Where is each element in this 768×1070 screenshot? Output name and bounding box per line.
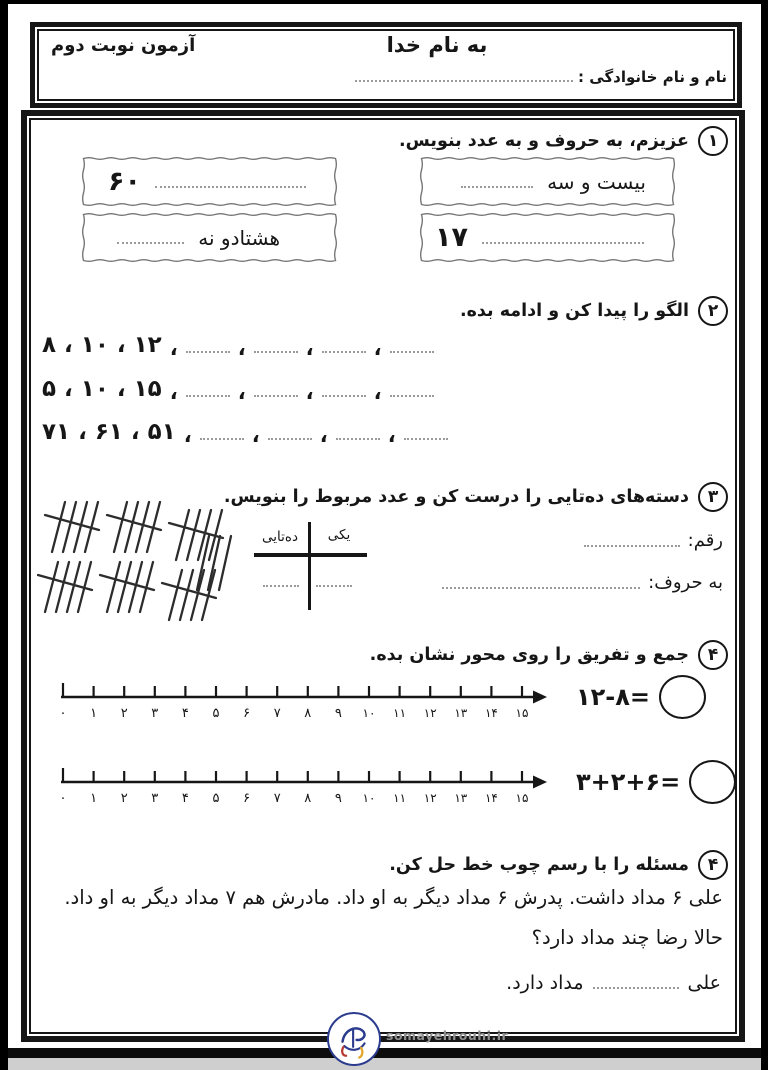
- exam-title: آزمون نوبت دوم: [51, 35, 196, 56]
- number-in-words: هشتادو نه: [198, 225, 280, 250]
- sequence-answer-blank[interactable]: [322, 351, 366, 353]
- sequence-comma: ،: [169, 336, 178, 360]
- sequence-answer-blank[interactable]: [268, 438, 312, 440]
- svg-text:۱۱: ۱۱: [393, 791, 407, 805]
- number-line: [51, 761, 567, 811]
- answer-prefix: علی: [687, 972, 721, 994]
- svg-text:۶: ۶: [243, 791, 251, 806]
- number-line-problem: [51, 761, 736, 811]
- sequence-comma: ،: [251, 423, 260, 447]
- sequence-answer-blank[interactable]: [254, 351, 298, 353]
- sequence-comma: ،: [169, 380, 178, 404]
- words-answer-blank[interactable]: [442, 587, 640, 589]
- svg-text:۴: ۴: [181, 791, 189, 806]
- logo-calligraphy: [332, 1017, 376, 1061]
- question-4-header: [370, 640, 728, 670]
- sequence-comma: ،: [305, 380, 314, 404]
- svg-text:۲: ۲: [120, 791, 128, 806]
- site-logo: [327, 1012, 381, 1066]
- svg-text:۱۵: ۱۵: [515, 706, 529, 720]
- sequence-answer-blank[interactable]: [254, 395, 298, 397]
- digit-answer-row: [435, 530, 723, 551]
- tens-answer-blank[interactable]: [263, 585, 299, 587]
- chart-vertical-line: [308, 522, 311, 610]
- answer-blank[interactable]: [117, 242, 184, 244]
- svg-text:۵: ۵: [212, 791, 220, 806]
- question-5-title: مسئله را با رسم چوب خط حل کن.: [389, 855, 689, 875]
- name-field-label: نام و نام خانوادگی :: [578, 68, 727, 86]
- answer-sentence: [506, 972, 721, 994]
- word-problem-text: علی ۶ مداد داشت. پدرش ۶ مداد دیگر به او داد. مادرش هم ۷ مداد دیگر به او داد. حالا رضا چند مداد دارد؟: [64, 886, 723, 949]
- answer-box-number-to-words: [81, 156, 338, 207]
- question-number-badge: ۲: [698, 296, 728, 326]
- q3-answer-area: [435, 530, 723, 614]
- name-field-blank[interactable]: [355, 80, 573, 82]
- svg-text:۶: ۶: [243, 706, 251, 721]
- pattern-given-numbers: ۷۱ ، ۶۱ ، ۵۱: [42, 419, 176, 445]
- svg-text:۸: ۸: [304, 791, 312, 806]
- answer-box-number-to-words: [419, 212, 676, 263]
- svg-text:۱۳: ۱۳: [454, 706, 468, 720]
- svg-text:۹: ۹: [334, 706, 342, 721]
- sequence-comma: ،: [319, 423, 328, 447]
- sequence-answer-blank[interactable]: [200, 438, 244, 440]
- svg-text:۱۱: ۱۱: [393, 706, 407, 720]
- question-4-title: جمع و تفریق را روی محور نشان بده.: [369, 645, 689, 665]
- question-number-badge: ۴: [698, 850, 728, 880]
- question-2-title: الگو را پیدا کن و ادامه بده.: [459, 301, 689, 321]
- question-3-title: دسته‌های ده‌تایی را درست کن و عدد مربوط را بنویس.: [223, 487, 689, 507]
- sequence-comma: ،: [237, 380, 246, 404]
- svg-text:۷: ۷: [273, 706, 281, 721]
- question-2-header: [460, 296, 728, 326]
- tens-column-label: ده‌تایی: [262, 529, 298, 545]
- sequence-answer-blank[interactable]: [390, 395, 434, 397]
- svg-text:۱۴: ۱۴: [484, 706, 498, 720]
- sequence-answer-blank[interactable]: [322, 395, 366, 397]
- bismillah-text: به نام خدا: [386, 33, 488, 57]
- number-figure: ۶۰: [108, 166, 141, 197]
- site-url: somayehrouhi.ir: [386, 1028, 509, 1043]
- question-number-badge: ۱: [698, 126, 728, 156]
- answer-blank[interactable]: [593, 987, 679, 989]
- chart-horizontal-line: [254, 553, 367, 557]
- pattern-given-numbers: ۸ ، ۱۰ ، ۱۲: [42, 332, 162, 358]
- sequence-answer-blank[interactable]: [336, 438, 380, 440]
- svg-text:۱۳: ۱۳: [454, 791, 468, 805]
- expression: ۳+۲+۶=: [576, 768, 681, 796]
- bottom-border-band: [8, 1048, 761, 1058]
- svg-text:۳: ۳: [151, 791, 159, 806]
- answer-blank[interactable]: [482, 242, 644, 244]
- svg-text:۱۰: ۱۰: [362, 791, 376, 805]
- main-box: [21, 110, 745, 1042]
- svg-text:۱۲: ۱۲: [423, 791, 437, 805]
- svg-text:۳: ۳: [151, 706, 159, 721]
- expression: ۱۲-۸=: [576, 683, 651, 711]
- pattern-blanks: [169, 377, 434, 404]
- sequence-comma: ،: [237, 336, 246, 360]
- number-line-problem: [51, 676, 706, 726]
- svg-text:۱: ۱: [90, 706, 98, 721]
- sequence-comma: ،: [373, 380, 382, 404]
- number-figure: ۱۷: [435, 222, 468, 253]
- pattern-row: [42, 332, 434, 358]
- svg-text:۴: ۴: [181, 706, 189, 721]
- sequence-comma: ،: [387, 423, 396, 447]
- answer-blank[interactable]: [461, 186, 533, 188]
- question-1-title: عزیزم، به حروف و به عدد بنویس.: [399, 131, 689, 151]
- svg-text:۰: ۰: [59, 791, 67, 806]
- sequence-answer-blank[interactable]: [390, 351, 434, 353]
- pattern-blanks: [183, 420, 448, 447]
- sequence-answer-blank[interactable]: [404, 438, 448, 440]
- sequence-answer-blank[interactable]: [186, 351, 230, 353]
- pattern-given-numbers: ۵ ، ۱۰ ، ۱۵: [42, 376, 162, 402]
- words-label: به حروف:: [648, 572, 723, 593]
- svg-text:۱۴: ۱۴: [484, 791, 498, 805]
- ones-answer-blank[interactable]: [316, 585, 352, 587]
- digit-answer-blank[interactable]: [584, 545, 680, 547]
- svg-text:۹: ۹: [334, 791, 342, 806]
- answer-box-words-to-number: [81, 212, 338, 263]
- header-box: [30, 22, 742, 108]
- number-in-words: بیست و سه: [547, 169, 646, 194]
- answer-suffix: مداد دارد.: [506, 972, 584, 994]
- tally-marks-figure: [37, 498, 249, 626]
- answer-circle[interactable]: [689, 760, 736, 804]
- digit-label: رقم:: [687, 530, 723, 551]
- words-answer-row: [435, 572, 723, 593]
- svg-text:۰: ۰: [59, 706, 67, 721]
- answer-blank[interactable]: [155, 186, 306, 188]
- question-number-badge: ۳: [698, 482, 728, 512]
- page-edge-shadow: [8, 1058, 761, 1070]
- name-field: [355, 68, 727, 86]
- svg-text:۱۲: ۱۲: [423, 706, 437, 720]
- svg-text:۸: ۸: [304, 706, 312, 721]
- number-line: [51, 676, 567, 726]
- sequence-comma: ،: [183, 423, 192, 447]
- svg-text:۲: ۲: [120, 706, 128, 721]
- answer-circle[interactable]: [659, 675, 706, 719]
- svg-text:۷: ۷: [273, 791, 281, 806]
- answer-box-words-to-number: [419, 156, 676, 207]
- question-number-badge: ۴: [698, 640, 728, 670]
- pattern-row: [42, 376, 434, 402]
- question-5-header: [389, 850, 728, 880]
- svg-text:۱۵: ۱۵: [515, 791, 529, 805]
- main-content: [29, 118, 737, 1034]
- header-box-inner: [37, 29, 735, 101]
- question-3-header: [224, 482, 728, 512]
- svg-text:۱: ۱: [90, 791, 98, 806]
- pattern-blanks: [169, 333, 434, 360]
- sequence-comma: ،: [373, 336, 382, 360]
- svg-text:۵: ۵: [212, 706, 220, 721]
- pattern-row: [42, 419, 448, 445]
- question-1-header: [399, 126, 728, 156]
- ones-column-label: یکی: [327, 527, 351, 543]
- svg-text:۱۰: ۱۰: [362, 706, 376, 720]
- place-value-chart: [254, 522, 367, 610]
- sequence-answer-blank[interactable]: [186, 395, 230, 397]
- sequence-comma: ،: [305, 336, 314, 360]
